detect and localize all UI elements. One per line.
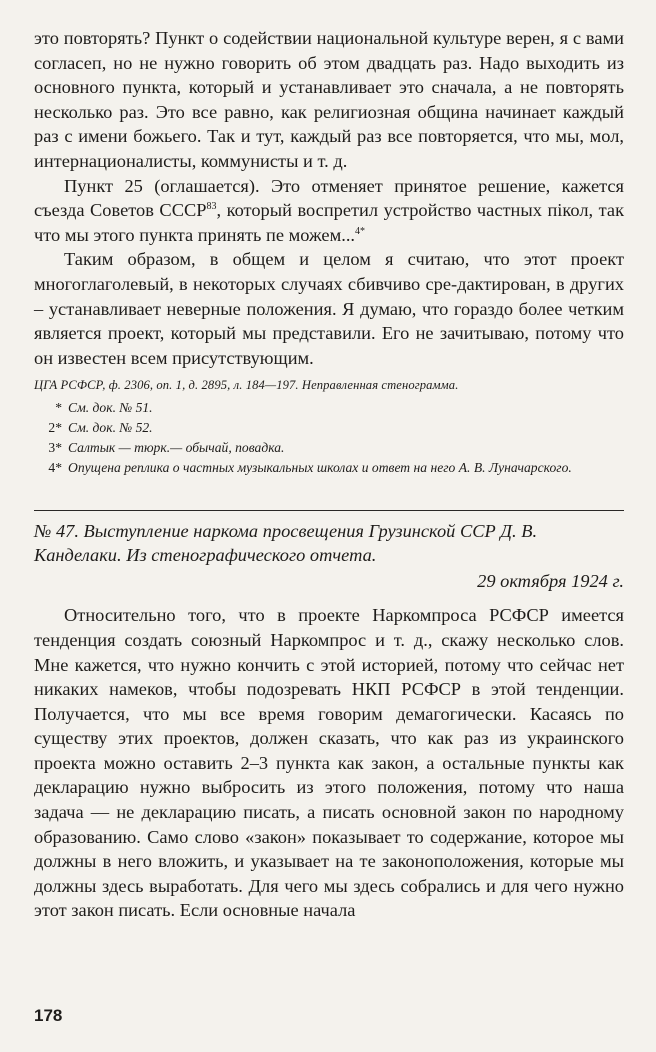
- footnote-text: Опущена реплика о частных музыкальных школах и ответ на него А. В. Луначарского.: [68, 460, 572, 476]
- paragraph-point-25-text: Пункт 25 (оглашается). Это отменяет принятое решение, кажется съезда Советов СССР: [34, 175, 624, 221]
- document-title: № 47. Выступление наркома просвещения Грузинской ССР Д. В. Канделаки. Из стенографического отчета.: [34, 521, 538, 566]
- paragraph-point-25: [34, 174, 624, 248]
- footnote: [34, 458, 624, 478]
- page-content: [34, 26, 624, 923]
- document-body: Относительно того, что в проекте Наркомпроса РСФСР имеется тенденция создать союзный Наркомпрос и т. д., скажу несколько слов. Мне кажется, что нужно кончить с этой историей, потому что сейчас нет никаких намеков, чтобы подозревать НКП РСФСР в этой тенденции. Получается, что мы все время говорим демагогически. Касаясь по существу этих проектов, должен сказать, что как раз из украинского проекта можно оставить 2–3 пункта как закон, а остальные пункты как декларацию нужно выбросить из этого положения, потому что наша задача — не декларацию писать, а писать основной закон по народному образованию. Само слово «закон» показывает то содержание, которое мы должны в него вложить, и указывает на те законоположения, которые мы должны здесь выработать. Для чего мы здесь собрались и для чего нужно этот закон писать. Если основные начала: [34, 605, 624, 921]
- footnote-mark: 3*: [48, 440, 62, 456]
- footnote-text: См. док. № 51.: [68, 400, 153, 416]
- archive-source: ЦГА РСФСР, ф. 2306, оп. 1, д. 2895, л. 184—197. Неправленная стенограмма.: [34, 378, 459, 393]
- footnote-mark: *: [55, 400, 62, 416]
- section-divider: [34, 510, 624, 511]
- footnote-ref-4: 4*: [355, 225, 366, 237]
- endnote-ref-83: 83: [206, 201, 217, 213]
- footnote-text: Салтык — тюрк.— обычай, повадка.: [68, 440, 285, 456]
- paragraph-point-25-text-cont: , который воспретил устройство частных пікол, так что мы этого пункта принять пе можем...: [34, 200, 625, 245]
- footnote: [34, 398, 624, 418]
- footnotes: [34, 398, 624, 478]
- footnote-mark: 2*: [48, 420, 62, 436]
- document-date: 29 октября 1924 г.: [477, 571, 624, 592]
- paragraph-continued: это повторять? Пункт о содействии национальной культуре верен, я с вами согласеп, но не нужно говорить об этом двадцать раз. Надо выходить из основного пункта, который и устанавливает это сначала, а не повторять несколько раз. Это все равно, как религиозная община начинает каждый раз с имени божьего. Так и тут, каждый раз все повторяется, что мы, мол, интернационалисты, коммунисты и т. д.: [34, 28, 624, 171]
- footnote: [34, 418, 624, 438]
- paragraph-conclusion: Таким образом, в общем и целом я считаю, что этот проект многоглаголевый, в некоторых случаях сбивчиво сре-дактирован, в других – устанавливает неверные положения. Я думаю, что гораздо более четким является проект, который мы представили. Его не зачитываю, потому что он известен всем присутствующим.: [34, 249, 624, 368]
- footnote-text: См. док. № 52.: [68, 420, 153, 436]
- footnote-mark: 4*: [48, 460, 62, 476]
- footnote: [34, 438, 624, 458]
- page-number: 178: [34, 1006, 63, 1025]
